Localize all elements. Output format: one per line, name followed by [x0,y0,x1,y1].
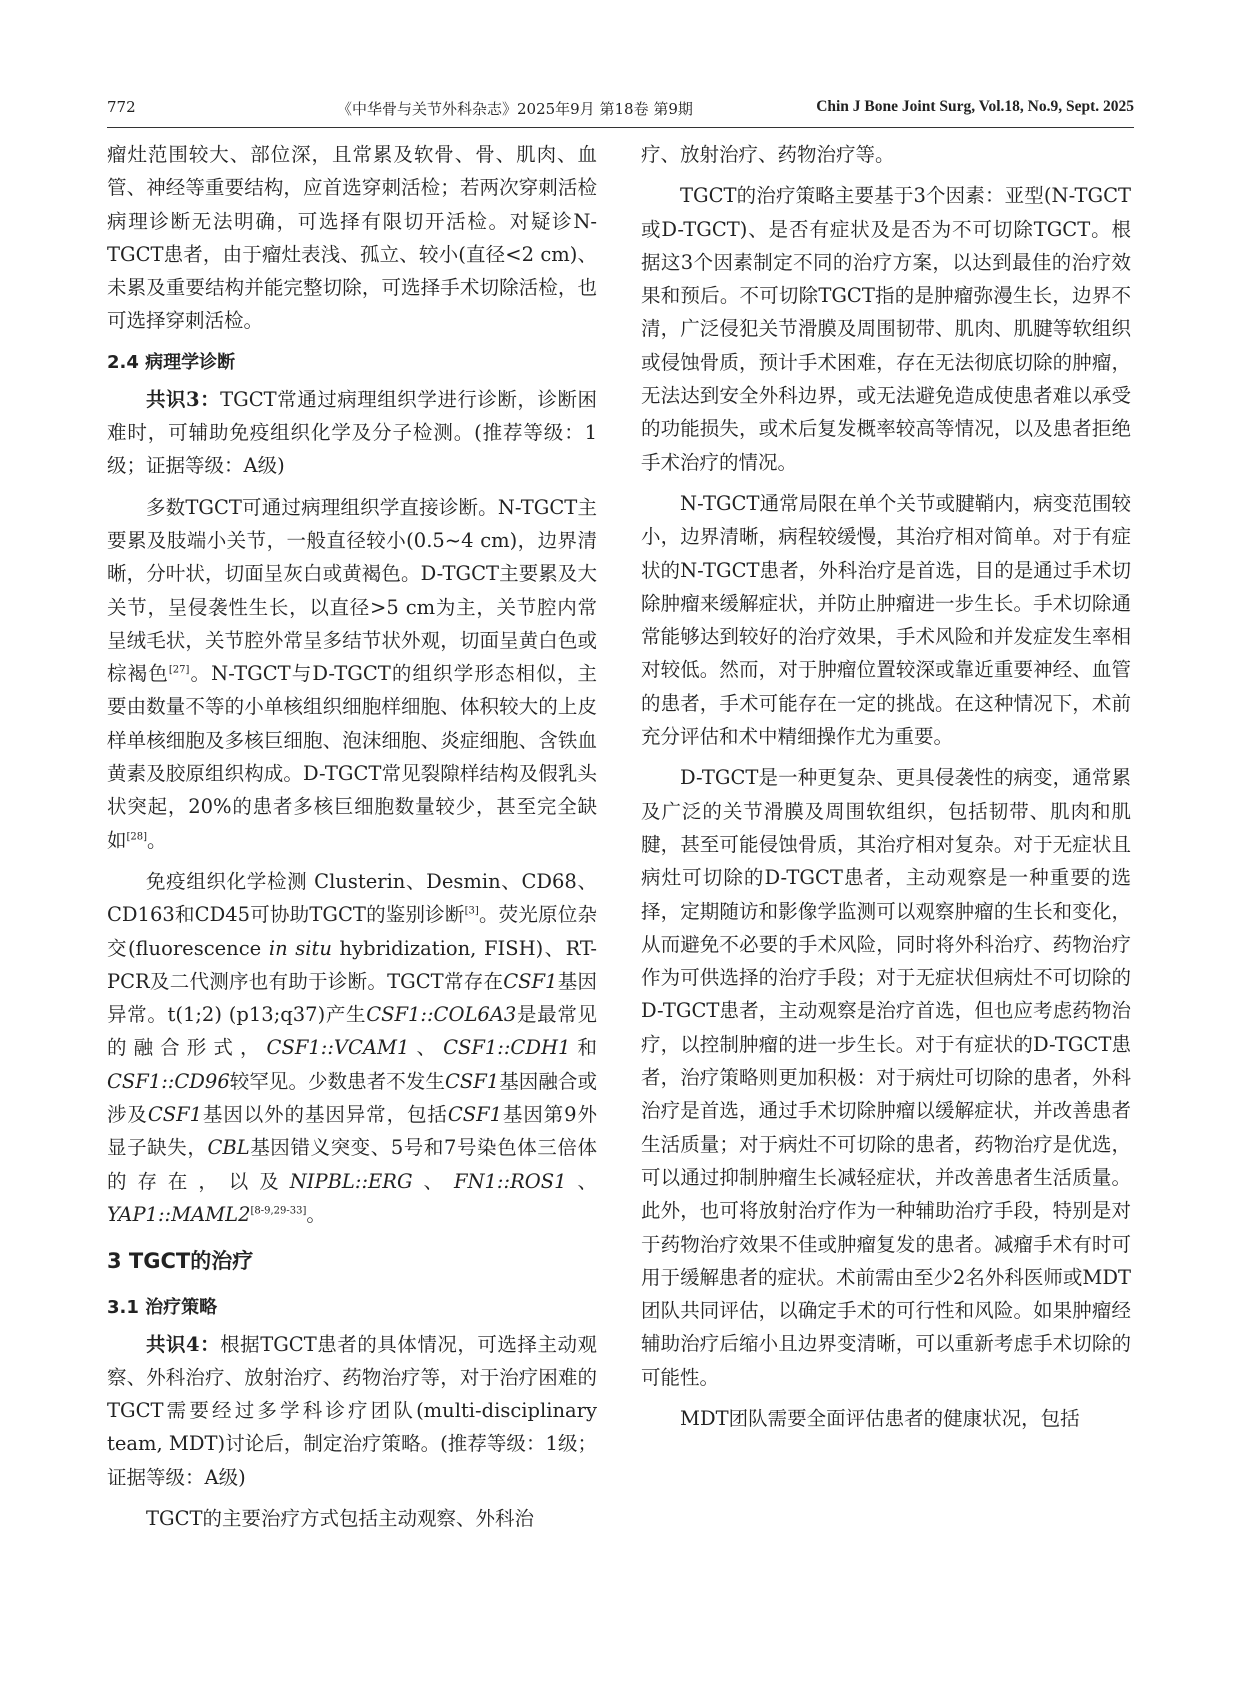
consensus-4-text: 根据TGCT患者的具体情况，可选择主动观察、外科治疗、放射治疗、药物治疗等，对于治疗困难的TGCT需要经过多学科诊疗团队(multi-disciplinary team, MDT)讨论后，制定治疗策略。(推荐等级：1级；证据等级：A级) [107,1332,597,1489]
gene-csf1: CSF1 [147,1103,203,1127]
ihc-text-g: 基因融合或涉及 [107,1069,597,1127]
gene-csf1: CSF1 [444,1069,500,1093]
ihc-text-a: 免疫组织化学检测 Clusterin、Desmin、CD68、CD163和CD45可协助TGCT的鉴别诊断 [107,869,597,927]
paragraph-mdt: MDT团队需要全面评估患者的健康状况，包括 [680,1406,1080,1430]
conj: 和 [570,1036,597,1060]
journal-title-cn: 《中华骨与关节外科杂志》2025年9月 第18卷 第9期 [337,100,693,118]
sep: 、 [412,1169,454,1193]
citation-multi[interactable]: [8-9,29-33] [250,1205,307,1217]
term-in-situ: in situ [268,936,332,960]
paragraph-biopsy-cont: 瘤灶范围较大、部位深，且常累及软骨、骨、肌肉、血管、神经等重要结构，应首选穿刺活检；若两次穿刺活检病理诊断无法明确，可选择有限切开活检。对疑诊N-TGCT患者，由于瘤灶表浅、孤立、较小(直径<2 cm)、未累及重要结构并能完整切除，可选择手术切除活检，也可选择穿刺活检。 [107,143,597,333]
sep: 、 [566,1169,597,1193]
gene-csf1: CSF1 [503,969,558,993]
citation-28[interactable]: [28] [126,831,148,843]
histology-text-a: 多数TGCT可通过病理组织学直接诊断。N-TGCT主要累及肢端小关节，一般直径较小(0.5~4 cm)，边界清晰，分叶状，切面呈灰白或黄褐色。D-TGCT主要累及大关节，呈侵袭性生长，以直径>5 cm为主，关节腔内常呈绒毛状，关节腔外常呈多结节状外观，切面呈黄白色或棕褐色 [107,495,597,686]
gene-fusion-col6a3: CSF1::COL6A3 [366,1003,517,1027]
left-column [107,138,597,1543]
ihc-text-c: hybridization, FISH)、RT-PCR及二代测序也有助于诊断。TGCT常存在 [107,936,597,993]
gene-fusion-cd96: CSF1::CD96 [107,1069,230,1093]
ihc-text-f: 较罕见。少数患者不发生 [229,1069,445,1093]
paragraph-ihc [107,865,597,1231]
consensus-3 [107,383,597,483]
ihc-text-d: 基因异常。t(1;2) (p13;q37)产生 [107,969,597,1027]
gene-fusion-yap1-maml2: YAP1::MAML2 [107,1202,251,1226]
ihc-text-e: 是最常见的融合形式， [107,1003,597,1060]
paragraph-ntgct: N-TGCT通常局限在单个关节或腱鞘内，病变范围较小，边界清晰，病程较缓慢，其治疗相对简单。对于有症状的N-TGCT患者，外科治疗是首选，目的是通过手术切除肿瘤来缓解症状，并防止肿瘤进一步生长。手术切除通常能够达到较好的治疗效果，手术风险和并发症发生率相对较低。然而，对于肿瘤位置较深或靠近重要神经、血管的患者，手术可能存在一定的挑战。在这种情况下，术前充分评估和术中精细操作尤为重要。 [641,491,1131,749]
ihc-text-i: 基因第9外显子缺失， [107,1103,597,1160]
consensus-4-label: 共识4： [146,1332,221,1356]
sep: 、 [409,1036,444,1060]
journal-title-en: Chin J Bone Joint Surg, Vol.18, No.9, Sept. 2025 [816,98,1134,115]
paragraph-treatment-cont: 疗、放射治疗、药物治疗等。 [641,143,895,166]
consensus-3-text: TGCT常通过病理组织学进行诊断，诊断困难时，可辅助免疫组织化学及分子检测。(推荐等级：1级；证据等级：A级) [107,387,597,478]
section-heading-3-1: 3.1 治疗策略 [107,1296,218,1318]
histology-text-b: 。N-TGCT与D-TGCT的组织学形态相似，主要由数量不等的小单核组织细胞样细胞、体积较大的上皮样单核细胞及多核巨细胞、泡沫细胞、炎症细胞、含铁血黄素及胶原组织构成。D-TGCT常见裂隙样结构及假乳头状突起，20%的患者多核巨细胞数量较少，甚至完全缺如 [107,662,597,852]
page-number: 772 [107,98,136,116]
ihc-text-j: 基因错义突变、5号和7号染色体三倍体的存在，以及 [107,1136,597,1193]
gene-csf1: CSF1 [447,1103,503,1127]
section-heading-2-4: 2.4 病理学诊断 [107,351,236,373]
running-header [107,98,1134,128]
ihc-text-k: 。 [306,1202,326,1226]
citation-27[interactable]: [27] [168,664,190,676]
paragraph-dtgct: D-TGCT是一种更复杂、更具侵袭性的病变，通常累及广泛的关节滑膜及周围软组织，包括韧带、肌肉和肌腱，甚至可能侵蚀骨质，其治疗相对复杂。对于无症状且病灶可切除的D-TGCT患者，主动观察是一种重要的选择，定期随访和影像学监测可以观察肿瘤的生长和变化，从而避免不必要的手术风险，同时将外科治疗、药物治疗作为可供选择的治疗手段；对于无症状但病灶不可切除的D-TGCT患者，主动观察是治疗首选，但也应考虑药物治疗，以控制肿瘤的进一步生长。对于有症状的D-TGCT患者，治疗策略则更加积极：对于病灶可切除的患者，外科治疗是首选，通过手术切除肿瘤以缓解症状，并改善患者生活质量；对于病灶不可切除的患者，药物治疗是优选，可以通过抑制肿瘤生长减轻症状，并改善患者生活质量。此外，也可将放射治疗作为一种辅助治疗手段，特别是对于药物治疗效果不佳或肿瘤复发的患者。减瘤手术有时可用于缓解患者的症状。术前需由至少2名外科医师或MDT团队共同评估，以确定手术的可行性和风险。如果肿瘤经辅助治疗后缩小且边界变清晰，可以重新考虑手术切除的可能性。 [641,766,1132,1389]
gene-fusion-vcam1: CSF1::VCAM1 [266,1036,410,1060]
consensus-4 [107,1328,597,1494]
histology-text-c: 。 [147,828,167,852]
gene-fusion-nipbl-erg: NIPBL::ERG [289,1169,413,1193]
right-column [641,138,1131,1443]
gene-fusion-fn1-ros1: FN1::ROS1 [453,1169,567,1193]
ihc-text-b: 。荧光原位杂交(fluorescence [107,903,597,960]
header-rule [107,127,1134,128]
section-heading-3: 3 TGCT的治疗 [107,1249,254,1274]
gene-fusion-cdh1: CSF1::CDH1 [443,1036,571,1060]
ihc-text-h: 基因以外的基因异常，包括 [202,1103,448,1127]
consensus-3-label: 共识3： [146,387,221,411]
paragraph-main-treatment: TGCT的主要治疗方式包括主动观察、外科治 [146,1506,535,1530]
gene-cbl: CBL [207,1136,250,1160]
paragraph-strategy: TGCT的治疗策略主要基于3个因素：亚型(N-TGCT或D-TGCT)、是否有症状及是否为不可切除TGCT。根据这3个因素制定不同的治疗方案，以达到最佳的治疗效果和预后。不可切除TGCT指的是肿瘤弥漫生长，边界不清，广泛侵犯关节滑膜及周围韧带、肌肉、肌腱等软组织或侵蚀骨质，预计手术困难，存在无法彻底切除的肿瘤，无法达到安全外科边界，或无法避免造成使患者难以承受的功能损失，或术后复发概率较高等情况，以及患者拒绝手术治疗的情况。 [641,184,1131,474]
paragraph-histology [107,491,597,857]
citation-3[interactable]: [3] [464,905,479,917]
